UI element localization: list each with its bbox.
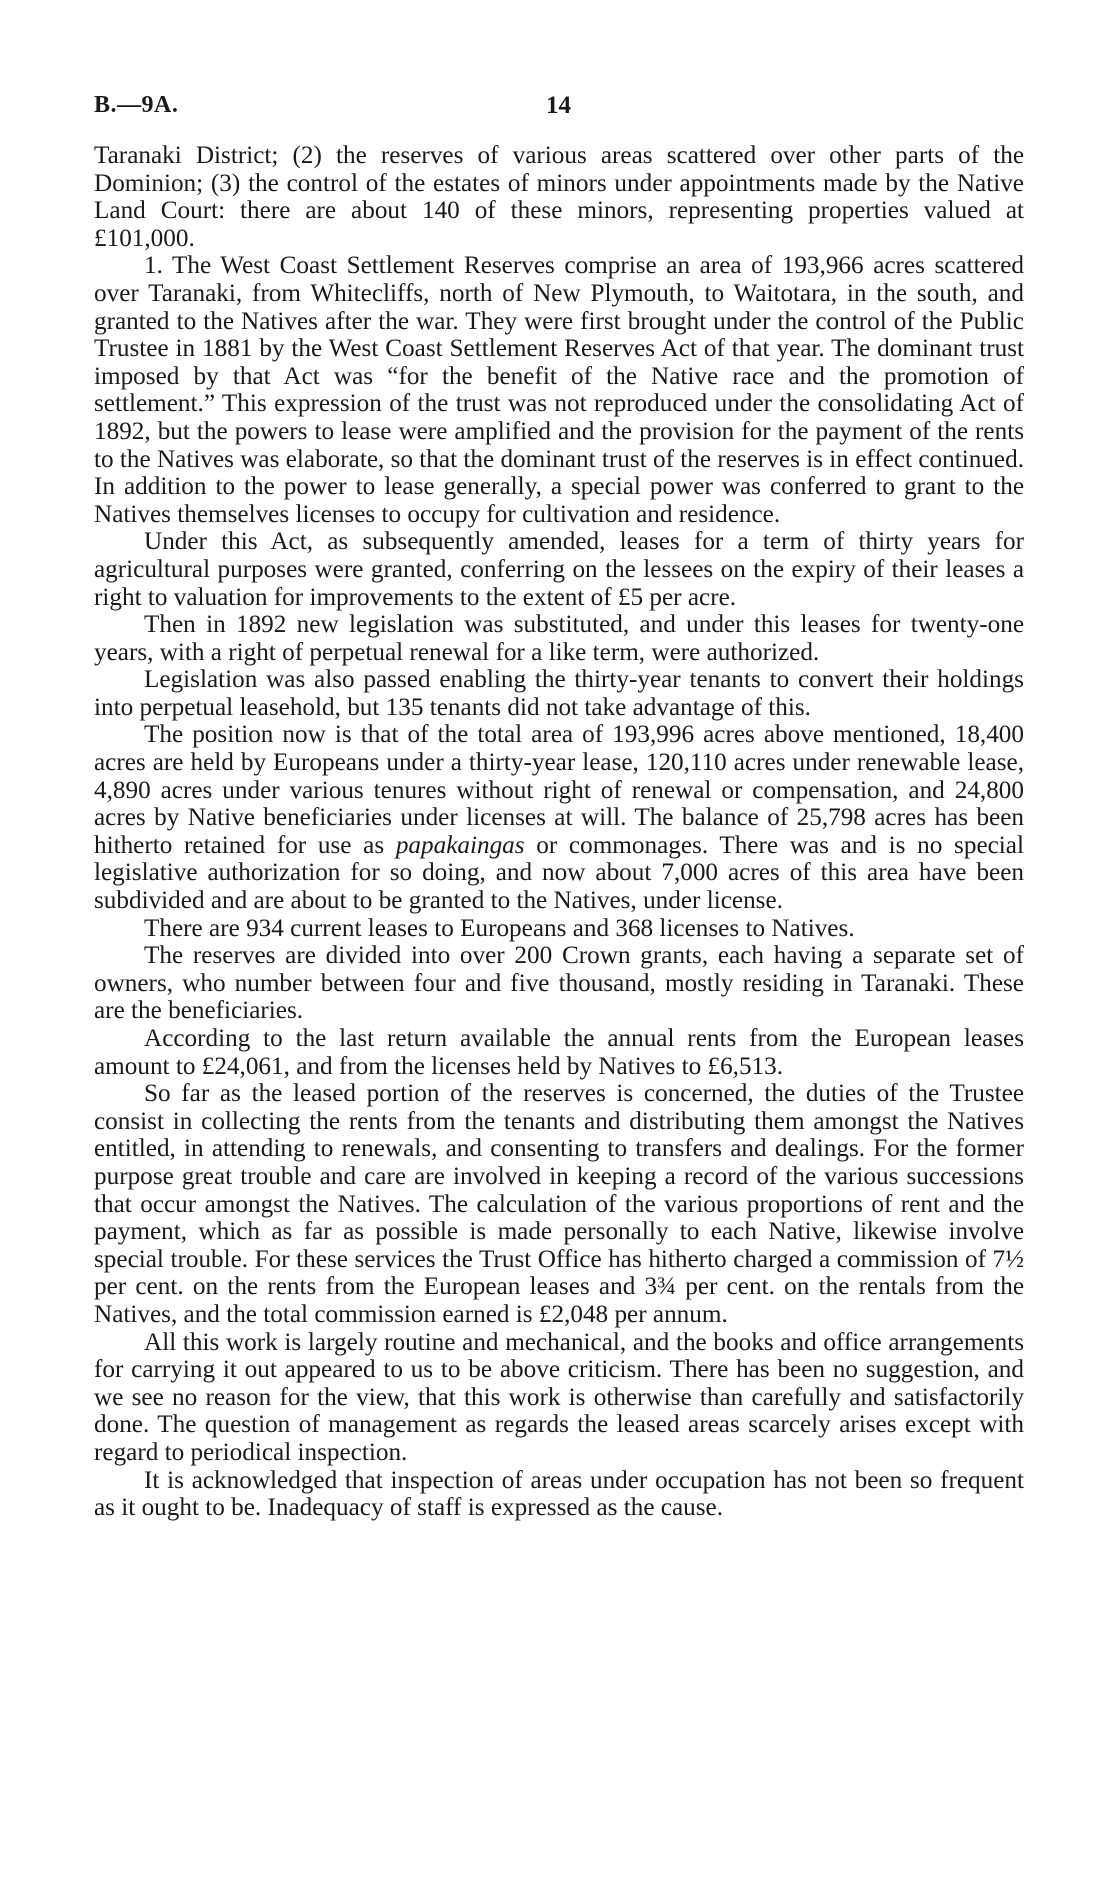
paragraph-1892-legislation: Then in 1892 new legislation was substituted, and under this leases for twenty-one years, with a right of perpetual renewal for a like term, were authorized.: [94, 611, 1024, 666]
paragraph-inspection: It is acknowledged that inspection of areas under occupation has not been so frequent as it ought to be. Inadequacy of staff is expressed as the cause.: [94, 1466, 1024, 1522]
text-segment: The position now is that of the total area of 193,996 acres above mentioned, 18,400 acres are held by Europeans under a thirty-year lease, 120,110 acres under renewable lease, 4,890 acres under various tenures without right of renewal or compensation, and 24,800 acres by Native beneficiaries under licenses at will. The balance of 25,798 acres has been hitherto retained for use as: [94, 721, 1024, 859]
body-text: [94, 142, 1024, 1522]
document-reference: B.—9A.: [94, 92, 179, 118]
document-page: [94, 92, 1024, 1522]
paragraph-crown-grants: The reserves are divided into over 200 Crown grants, each having a separate set of owners, who number between four and five thousand, mostly residing in Taranaki. These are the beneficiaries.: [94, 942, 1024, 1025]
paragraph-annual-rents: According to the last return available the annual rents from the European leases amount to £24,061, and from the licenses held by Natives to £6,513.: [94, 1025, 1024, 1080]
paragraph-west-coast-reserves: 1. The West Coast Settlement Reserves comprise an area of 193,966 acres scattered over Taranaki, from Whitecliffs, north of New Plymouth, to Waitotara, in the south, and granted to the Natives after the war. They were first brought under the control of the Public Trustee in 1881 by the West Coast Settlement Reserves Act of that year. The dominant trust imposed by that Act was “for the benefit of the Native race and the promotion of settlement.” This expression of the trust was not reproduced under the consolidating Act of 1892, but the powers to lease were amplified and the provision for the payment of the rents to the Natives was elaborate, so that the dominant trust of the reserves is in effect continued. In addition to the power to lease generally, a special power was conferred to grant to the Natives themselves licenses to occupy for cultivation and residence.: [94, 252, 1024, 528]
paragraph-thirty-year-leases: Under this Act, as subsequently amended, leases for a term of thirty years for agricultural purposes were granted, conferring on the lessees on the expiry of their leases a right to valuation for improvements to the extent of £5 per acre.: [94, 528, 1024, 611]
paragraph-routine-work: All this work is largely routine and mechanical, and the books and office arrangements for carrying it out appeared to us to be above criticism. There has been no suggestion, and we see no reason for the view, that this work is otherwise than carefully and satisfactorily done. The question of management as regards the leased areas scarcely arises except with regard to periodical inspection.: [94, 1328, 1024, 1466]
page-number: 14: [546, 92, 571, 119]
paragraph-perpetual-leasehold: Legislation was also passed enabling the thirty-year tenants to convert their holdings into perpetual leasehold, but 135 tenants did not take advantage of this.: [94, 666, 1024, 721]
paragraph-position-now: [94, 721, 1024, 914]
text-segment: or commonages. There was and is no special legislative authorization for so doing, and now about 7,000 acres of this area have been subdivided and are about to be granted to the Natives, under license.: [94, 831, 1024, 915]
paragraph-current-leases: There are 934 current leases to Europeans and 368 licenses to Natives.: [144, 914, 855, 942]
paragraph-continued: Taranaki District; (2) the reserves of various areas scattered over other parts of the Dominion; (3) the control of the estates of minors under appointments made by the Native Land Court: there are about 140 of these minors, representing properties valued at £101,000.: [94, 142, 1024, 252]
italic-term: papakaingas: [395, 831, 525, 859]
paragraph-trustee-duties: So far as the leased portion of the reserves is concerned, the duties of the Trustee consist in collecting the rents from the tenants and distributing them amongst the Natives entitled, in attending to renewals, and consenting to transfers and dealings. For the former purpose great trouble and care are involved in keeping a record of the various successions that occur amongst the Natives. The calculation of the various proportions of rent and the payment, which as far as possible is made personally to each Native, likewise involve special trouble. For these services the Trust Office has hitherto charged a commission of 7½ per cent. on the rents from the European leases and 3¾ per cent. on the rentals from the Natives, and the total commission earned is £2,048 per annum.: [94, 1080, 1024, 1328]
page-header: [94, 92, 1024, 132]
